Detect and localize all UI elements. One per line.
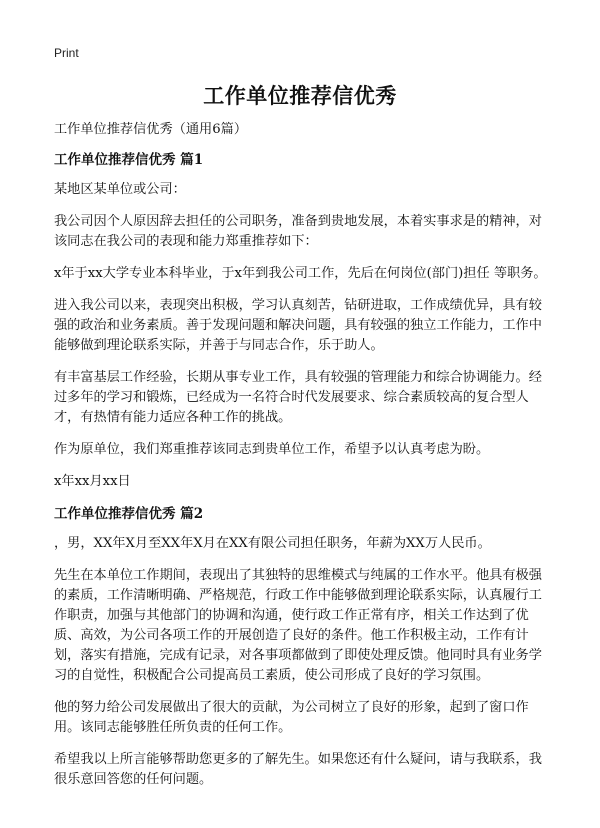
paragraph: 作为原单位，我们郑重推荐该同志到贵单位工作，希望予以认真考虑为盼。 xyxy=(54,442,490,457)
paragraph: 他的努力给公司发展做出了很大的贡献，为公司树立了良好的形象，起到了窗口作用。该同志能够胜任所负责的任何工作。 xyxy=(54,700,529,735)
section-1 xyxy=(54,150,549,492)
paragraph: 先生在本单位工作期间，表现出了其独特的思维模式与纯属的工作水平。他具有极强的素质，工作清晰明确、严格规范，行政工作中能够做到理论联系实际，认真履行工作职责，加强与其他部门的协调和沟通，使行政工作正常有序，相关工作达到了优质、高效，为公司各项工作的开展创造了良好的条件。他工作积极主动，工作有计划，落实有措施，完成有记录，对各事项都做到了即使处理反馈。他同时具有业务学习的自觉性，积极配合公司提高员工素质，使公司形成了良好的学习氛围。 xyxy=(54,568,542,683)
page-title: 工作单位推荐信优秀 xyxy=(203,83,397,108)
section-heading: 工作单位推荐信优秀 篇1 xyxy=(54,152,204,168)
paragraph: 有丰富基层工作经验，长期从事专业工作，具有较强的管理能力和综合协调能力。经过多年的学习和锻炼，已经成为一名符合时代发展要求、综合素质较高的复合型人才，有热情有能力适应各种工作的挑战。 xyxy=(54,370,542,425)
section-2 xyxy=(54,504,549,790)
document-subtitle: 工作单位推荐信优秀（通用6篇） xyxy=(54,122,248,137)
paragraph: 希望我以上所言能够帮助您更多的了解先生。如果您还有什么疑问，请与我联系，我很乐意回答您的任何问题。 xyxy=(54,752,542,787)
paragraph: ，男，XX年X月至XX年X月在XX有限公司担任职务，年薪为XX万人民币。 xyxy=(54,536,491,551)
paragraph: 我公司因个人原因辞去担任的公司职务，准备到贵地发展，本着实事求是的精神，对该同志在我公司的表现和能力郑重推荐如下： xyxy=(54,214,542,249)
paragraph: x年于xx大学专业本科毕业，于x年到我公司工作，先后在何岗位(部门)担任 等职务。 xyxy=(54,266,547,281)
date-line: x年xx月xx日 xyxy=(54,474,131,489)
print-label[interactable]: Print xyxy=(54,46,79,60)
document-body xyxy=(54,120,549,802)
section-heading: 工作单位推荐信优秀 篇2 xyxy=(54,506,204,522)
paragraph: 某地区某单位或公司： xyxy=(54,182,186,197)
paragraph: 进入我公司以来，表现突出积极，学习认真刻苦，钻研进取，工作成绩优异，具有较强的政治和业务素质。善于发现问题和解决问题，具有较强的独立工作能力，工作中能够做到理论联系实际，并善于与同志合作，乐于助人。 xyxy=(54,298,542,353)
